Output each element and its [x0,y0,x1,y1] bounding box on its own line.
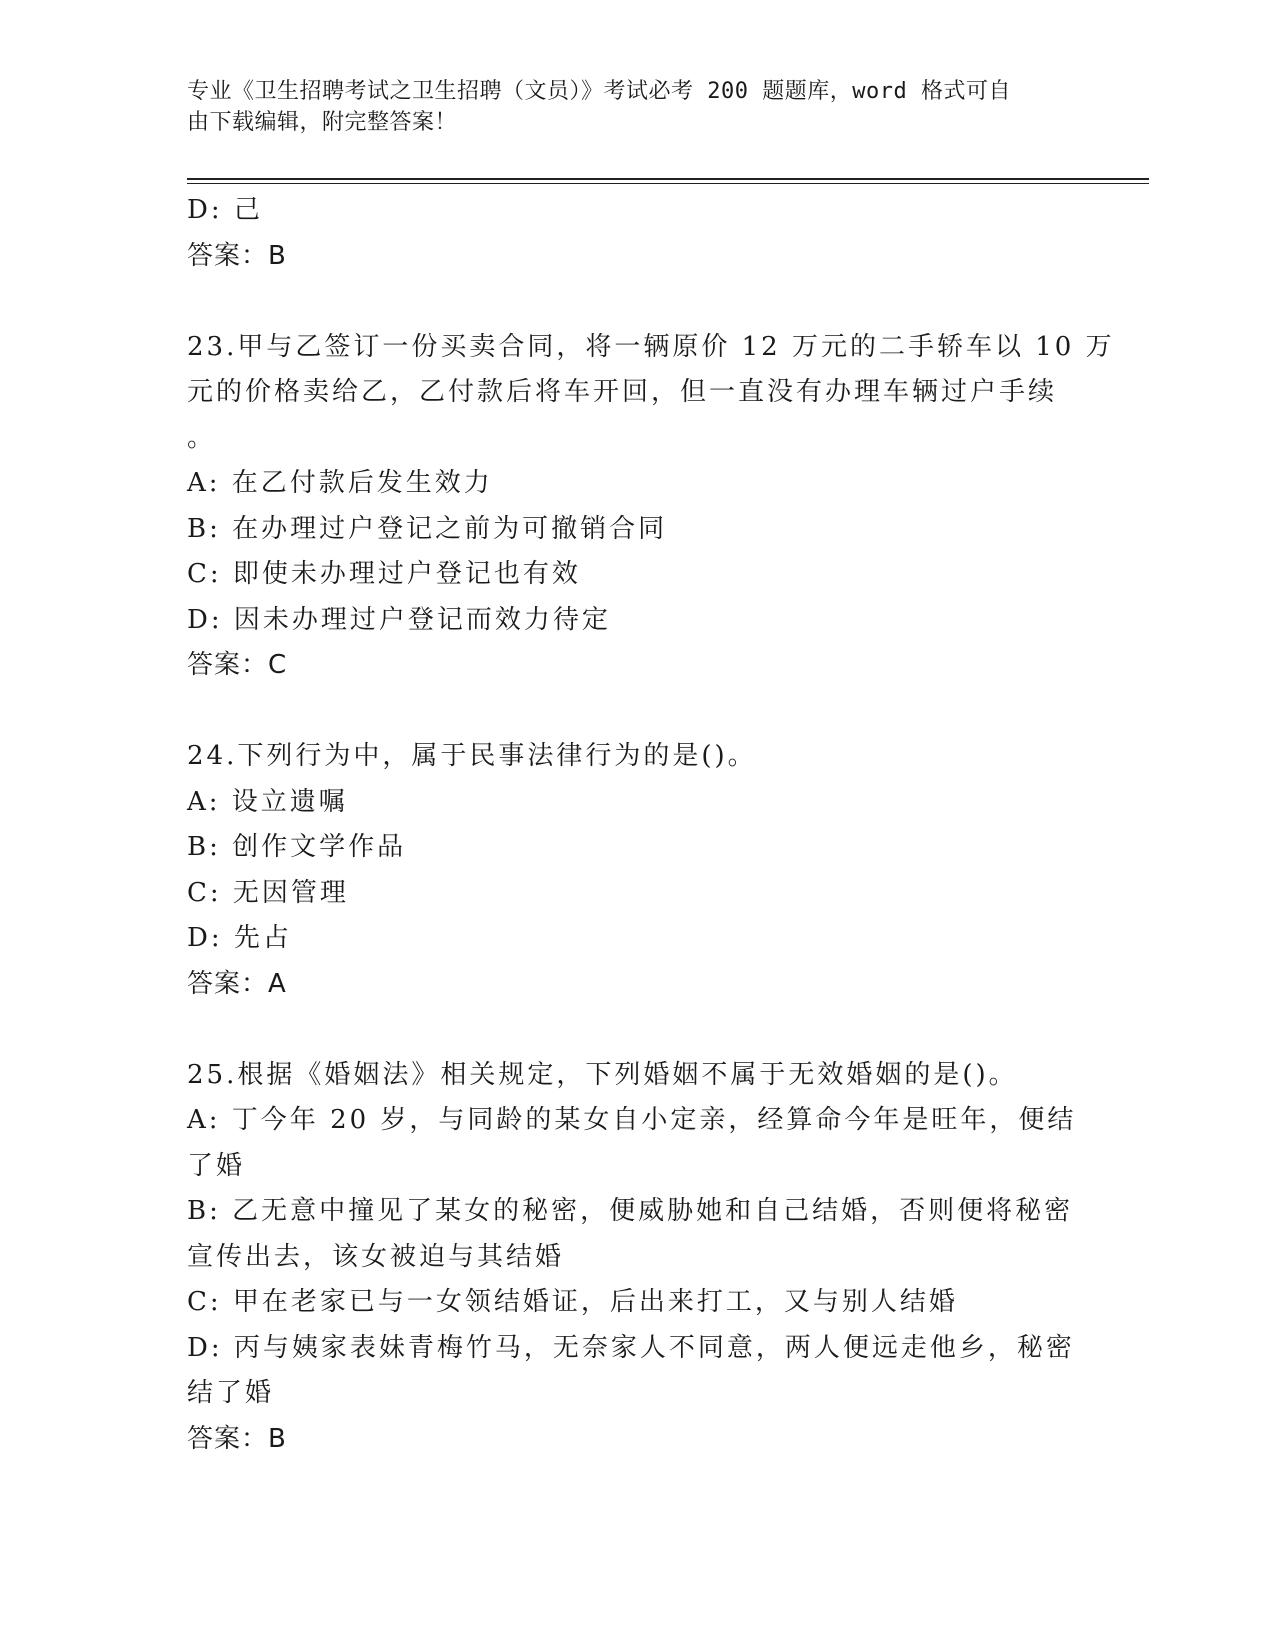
answer-line: 答案：A [187,968,287,999]
header-divider [187,178,1149,180]
option-b-cont: 宣传出去，该女被迫与其结婚 [187,1241,565,1272]
spacer [187,1007,1087,1053]
option-d: D: 丙与姨家表妹青梅竹马，无奈家人不同意，两人便远走他乡，秘密 [187,1332,1075,1363]
answer-line: 答案：B [187,1423,287,1454]
option-d: D: 因未办理过户登记而效力待定 [187,604,611,635]
question-text: 23.甲与乙签订一份买卖合同，将一辆原价 12 万元的二手轿车以 10 万 [187,331,1115,362]
option-c: C: 甲在老家已与一女领结婚证，后出来打工，又与别人结婚 [187,1287,958,1317]
option-d-cont: 结了婚 [187,1378,275,1408]
option-c: C: 无因管理 [187,877,349,908]
page-header [187,76,1067,138]
option-a: A: 丁今年 20 岁，与同龄的某女自小定亲，经算命今年是旺年，便结 [187,1105,1077,1135]
question-text: 25.根据《婚姻法》相关规定，下列婚姻不属于无效婚姻的是()。 [187,1059,1018,1090]
option-c: C: 即使未办理过户登记也有效 [187,559,581,589]
option-b: B: 乙无意中撞见了某女的秘密，便威胁她和自己结婚，否则便将秘密 [187,1196,1074,1226]
option-d: D: 先占 [187,923,292,953]
spacer [187,689,1087,735]
spacer [187,279,1087,325]
option-d: D: 己 [187,195,263,225]
document-body [187,188,1115,1462]
question-block-25 [187,1053,1087,1463]
option-a: A: 设立遗嘱 [187,786,348,817]
answer-line: 答案：C [187,650,288,680]
question-block-22 [187,188,1087,279]
header-line-2: 由下载编辑，附完整答案！ [187,110,458,135]
question-block-24 [187,734,1087,1007]
header-divider-thin [187,183,1149,184]
answer-line: 答案：B [187,240,287,271]
option-b: B: 创作文学作品 [187,832,407,862]
question-block-23 [187,325,1115,689]
option-a-cont: 了婚 [187,1150,246,1181]
option-b: B: 在办理过户登记之前为可撤销合同 [187,513,668,544]
question-text: 24.下列行为中，属于民事法律行为的是()。 [187,741,757,771]
question-text-cont: 。 [187,422,217,453]
question-text-cont: 元的价格卖给乙，乙付款后将车开回，但一直没有办理车辆过户手续 [187,377,1058,407]
option-a: A: 在乙付款后发生效力 [187,468,493,498]
header-line-1: 专业《卫生招聘考试之卫生招聘（文员）》考试必考 200 题题库，word 格式可自 [187,79,1011,104]
